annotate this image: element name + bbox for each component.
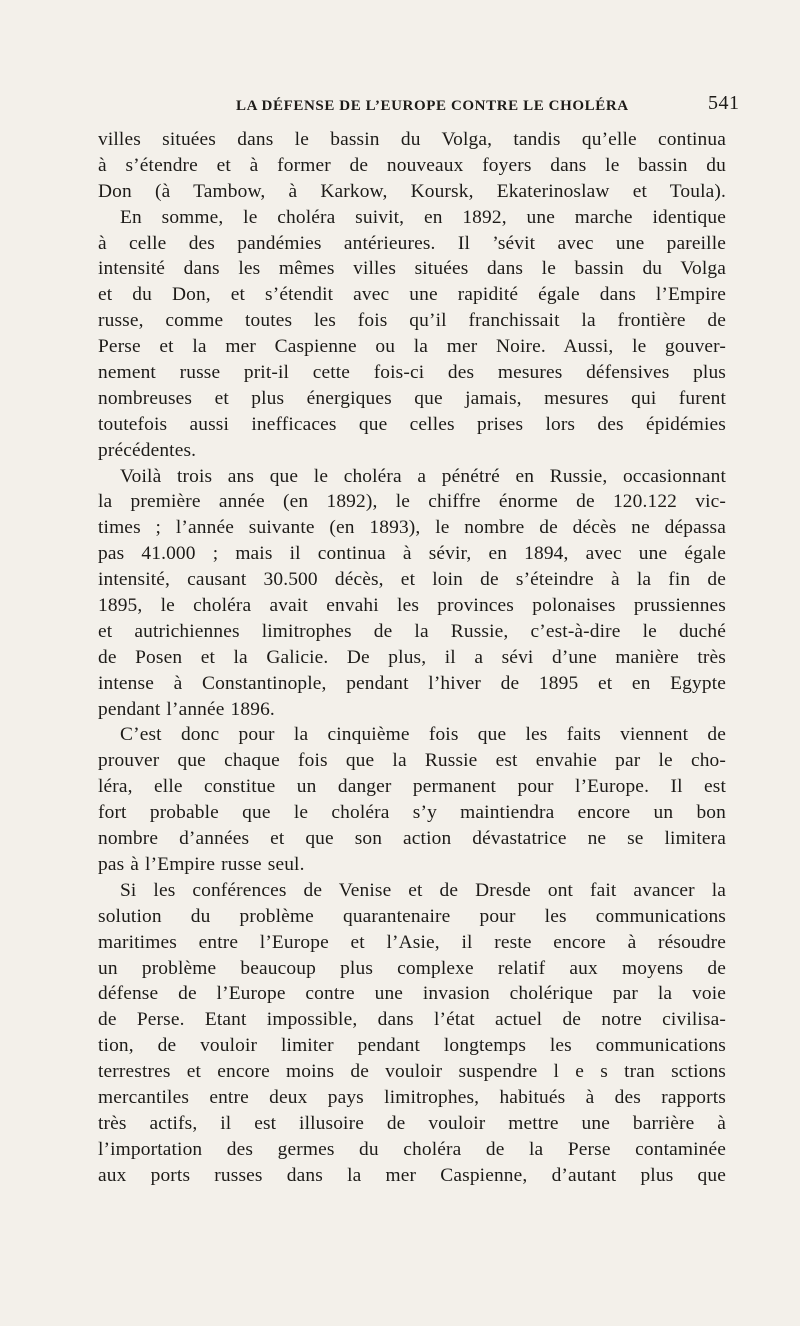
text-line: maritimes entre l’Europe et l’Asie, il reste encore à résoudre bbox=[98, 931, 726, 953]
text-line: tion, de vouloir limiter pendant longtemps les communications bbox=[98, 1035, 726, 1057]
text-line: En somme, le choléra suivit, en 1892, une marche identique bbox=[120, 206, 726, 228]
text-line: à s’étendre et à former de nouveaux foyers dans le bassin du bbox=[98, 154, 726, 176]
text-line: Si les conférences de Venise et de Dresde ont fait avancer la bbox=[120, 879, 726, 901]
text-line: nement russe prit-il cette fois-ci des mesures défensives plus bbox=[98, 362, 726, 384]
text-line: intense à Constantinople, pendant l’hiver de 1895 et en Egypte bbox=[98, 672, 726, 694]
text-line: mercantiles entre deux pays limitrophes, habitués à des rapports bbox=[98, 1086, 726, 1108]
text-line: pendant l’année 1896. bbox=[98, 698, 275, 720]
text-line: de Posen et la Galicie. De plus, il a sévi d’une manière très bbox=[98, 646, 726, 668]
text-line: de Perse. Etant impossible, dans l’état actuel de notre civilisa- bbox=[98, 1009, 726, 1031]
text-line: intensité dans les mêmes villes situées dans le bassin du Volga bbox=[98, 258, 726, 280]
text-line: l’importation des germes du choléra de la Perse contaminée bbox=[98, 1138, 726, 1160]
text-line: Voilà trois ans que le choléra a pénétré en Russie, occasionnant bbox=[120, 465, 726, 487]
text-line: times ; l’année suivante (en 1893), le nombre de décès ne dépassa bbox=[98, 517, 726, 539]
text-line: nombre d’années et que son action dévastatrice ne se limitera bbox=[98, 828, 726, 850]
text-line: très actifs, il est illusoire de vouloir mettre une barrière à bbox=[98, 1112, 726, 1134]
text-line: toutefois aussi inefficaces que celles prises lors des épidémies bbox=[98, 413, 726, 435]
text-line: C’est donc pour la cinquième fois que les faits viennent de bbox=[120, 724, 726, 746]
text-line: la première année (en 1892), le chiffre énorme de 120.122 vic- bbox=[98, 491, 726, 513]
text-line: fort probable que le choléra s’y maintiendra encore un bon bbox=[98, 802, 726, 824]
running-title: LA DÉFENSE DE L’EUROPE CONTRE LE CHOLÉRA bbox=[236, 98, 629, 114]
text-line: Perse et la mer Caspienne ou la mer Noire. Aussi, le gouver- bbox=[98, 336, 726, 358]
text-line: russe, comme toutes les fois qu’il franchissait la frontière de bbox=[98, 310, 726, 332]
text-line: léra, elle constitue un danger permanent pour l’Europe. Il est bbox=[98, 776, 726, 798]
text-line: intensité, causant 30.500 décès, et loin de s’éteindre à la fin de bbox=[98, 569, 726, 591]
body-text bbox=[98, 127, 726, 1189]
text-line: nombreuses et plus énergiques que jamais, mesures qui furent bbox=[98, 387, 726, 409]
text-line: solution du problème quarantenaire pour les communications bbox=[98, 905, 726, 927]
text-line: à celle des pandémies antérieures. Il ’sévit avec une pareille bbox=[98, 232, 726, 254]
text-line: et autrichiennes limitrophes de la Russie, c’est-à-dire le duché bbox=[98, 620, 726, 642]
page-number: 541 bbox=[708, 92, 740, 114]
text-line: 1895, le choléra avait envahi les provinces polonaises prussiennes bbox=[98, 595, 726, 617]
text-line: défense de l’Europe contre une invasion cholérique par la voie bbox=[98, 983, 726, 1005]
text-line: précédentes. bbox=[98, 439, 197, 461]
text-line: un problème beaucoup plus complexe relatif aux moyens de bbox=[98, 957, 726, 979]
text-line: aux ports russes dans la mer Caspienne, d’autant plus que bbox=[98, 1164, 726, 1186]
text-line: terrestres et encore moins de vouloir suspendre l e s tran sctions bbox=[98, 1061, 726, 1083]
text-line: Don (à Tambow, à Karkow, Koursk, Ekaterinoslaw et Toula). bbox=[98, 180, 726, 202]
text-line: pas 41.000 ; mais il continua à sévir, en 1894, avec une égale bbox=[98, 543, 726, 565]
text-line: pas à l’Empire russe seul. bbox=[98, 853, 305, 875]
text-line: villes situées dans le bassin du Volga, tandis qu’elle continua bbox=[98, 129, 726, 150]
text-line: prouver que chaque fois que la Russie est envahie par le cho- bbox=[98, 750, 726, 772]
text-line: et du Don, et s’étendit avec une rapidité égale dans l’Empire bbox=[98, 284, 726, 306]
